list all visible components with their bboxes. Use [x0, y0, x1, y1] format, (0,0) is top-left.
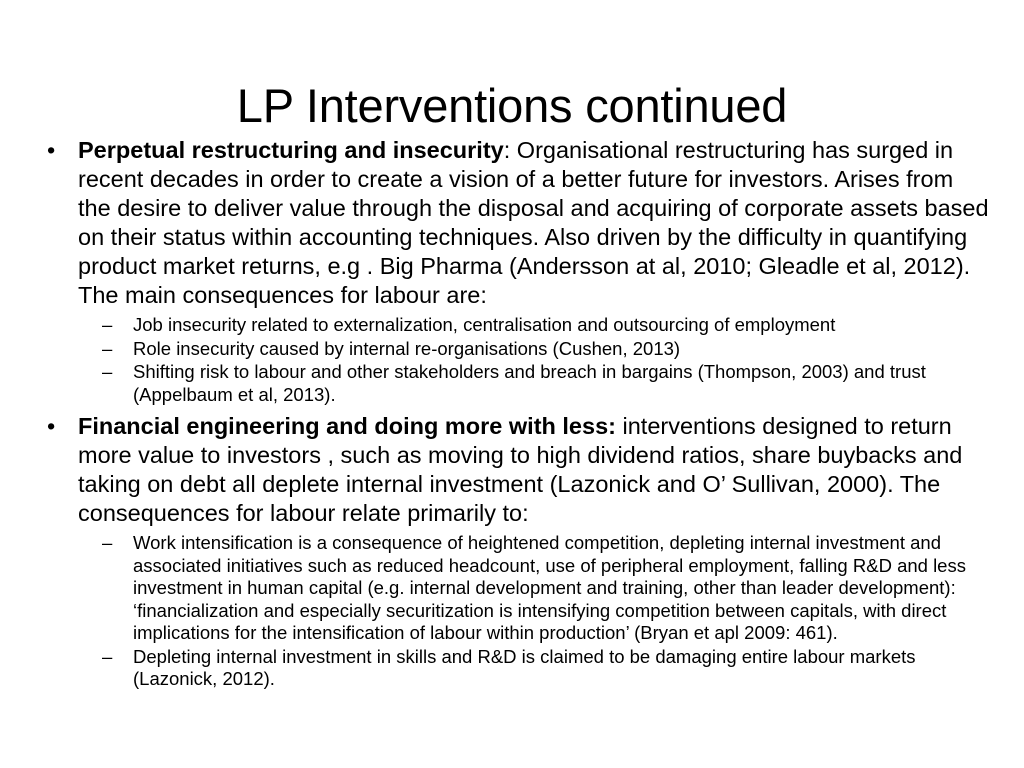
bullet-1-text: : Organisational restructuring has surged in recent decades in order to create a vision of a better future for investors. Arises from the desire to deliver value through the disposal and acquiring of corporate assets based on their status within accounting techniques. Also driven by the difficulty in quantifying product market returns, e.g . Big Pharma (Andersson at al, 2010; Gleadle et al, 2012). The main consequences for labour are: [78, 137, 989, 308]
slide-body [34, 136, 990, 692]
dash-marker-icon: – [102, 337, 113, 359]
bullet-item-1 [34, 136, 990, 310]
dash-marker-icon: – [102, 645, 113, 667]
slide-title: LP Interventions continued [236, 79, 788, 133]
sub-bullet-item [34, 532, 990, 646]
dash-marker-icon: – [102, 361, 113, 382]
sub-bullet-text: Depleting internal investment in skills and R&D is claimed to be damaging entire labour markets (Lazonick, 2012). [133, 645, 916, 689]
sub-bullet-text: Work intensification is a consequence of heightened competition, depleting internal investment and associated initiatives such as reduced headcount, use of peripheral employment, falling R&D and less investment in human capital (e.g. internal development and training, other than leader development): ‘financialization and especially securitization is intensifying competition between capitals, with direct implications for the intensification of labour within production’ (Bryan et apl 2009: 461). [133, 532, 966, 643]
bullet-marker-icon: • [47, 413, 56, 439]
bullet-2-lead-in: Financial engineering and doing more with less: [78, 413, 616, 439]
bullet-2-text: interventions designed to return more value to investors , such as moving to high dividend ratios, share buybacks and taking on debt all deplete internal investment (Lazonick and O’ Sullivan, 2000). The consequences for labour relate primarily to: [78, 413, 963, 526]
sub-bullet-item [34, 646, 990, 692]
dash-marker-icon: – [102, 532, 113, 553]
bullet-marker-icon: • [47, 137, 56, 163]
sub-bullet-item [34, 361, 990, 407]
bullet-1-lead-in: Perpetual restructuring and insecurity [78, 137, 504, 163]
dash-marker-icon: – [102, 314, 113, 335]
sub-bullet-item [34, 314, 990, 338]
sub-bullet-text: Job insecurity related to externalization, centralisation and outsourcing of employment [133, 314, 836, 335]
bullet-1-sublist [34, 314, 990, 407]
sub-bullet-text: Shifting risk to labour and other stakeholders and breach in bargains (Thompson, 2003) and trust (Appelbaum et al, 2013). [133, 361, 926, 405]
bullet-item-2 [34, 412, 990, 528]
sub-bullet-item [34, 338, 990, 362]
bullet-2-sublist [34, 532, 990, 692]
sub-bullet-text: Role insecurity caused by internal re-organisations (Cushen, 2013) [133, 337, 681, 359]
